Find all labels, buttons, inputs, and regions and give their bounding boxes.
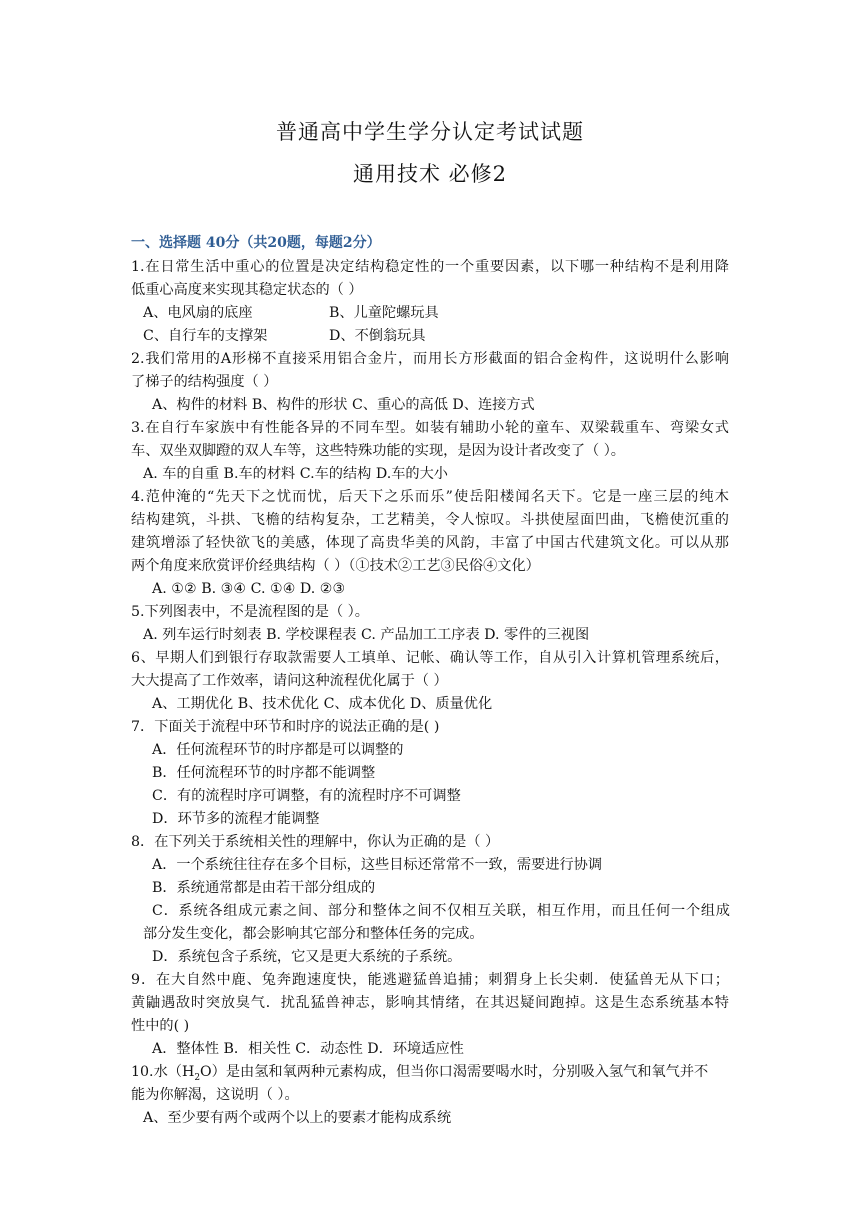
question-10-line-1 bbox=[131, 1062, 708, 1088]
question-6-options: A、工期优化 B、技术优化 C、成本优化 D、质量优化 bbox=[152, 696, 493, 712]
question-9-options: A．整体性 B．相关性 C．动态性 D．环境适应性 bbox=[152, 1041, 464, 1057]
question-10-option-a: A、至少要有两个或两个以上的要素才能构成系统 bbox=[143, 1110, 452, 1126]
question-8-option-c-line-1: C．系统各组成元素之间、部分和整体之间不仅相互关联，相互作用，而且任何一个组成 bbox=[152, 903, 730, 919]
question-4-options: A. ①② B. ③④ C. ①④ D. ②③ bbox=[152, 581, 346, 597]
question-6-line-2: 大大提高了工作效率，请问这种流程优化属于（ ） bbox=[131, 673, 448, 689]
question-4-line-3: 建筑增添了轻快欲飞的美感，体现了高贵华美的风韵，丰富了中国古代建筑文化。可以从那 bbox=[131, 535, 729, 551]
question-1-option-a: A、电风扇的底座 bbox=[143, 305, 253, 321]
question-3-line-2: 车、双坐双脚蹬的双人车等，这些特殊功能的实现，是因为设计者改变了（ ）。 bbox=[131, 443, 625, 459]
question-10-subscript: 2 bbox=[194, 1072, 201, 1083]
question-9-line-1: 9．在大自然中鹿、兔奔跑速度快，能逃避猛兽追捕；刺猬身上长尖刺．使猛兽无从下口； bbox=[131, 972, 729, 988]
question-1-option-b: B、儿童陀螺玩具 bbox=[329, 305, 439, 321]
question-1-line-2: 低重心高度来实现其稳定状态的（ ） bbox=[131, 282, 363, 298]
question-10-line-1-start: 10.水（H bbox=[131, 1064, 195, 1080]
question-8-line-1: 8．在下列关于系统相关性的理解中，你认为正确的是（ ） bbox=[131, 834, 500, 850]
page-title: 普通高中学生学分认定考试试题 bbox=[276, 120, 584, 144]
question-4-line-4: 两个角度来欣赏评价经典结构（ ）（①技术②工艺③民俗④文化） bbox=[131, 558, 540, 574]
page-subtitle: 通用技术 必修2 bbox=[352, 162, 508, 186]
question-5-line-1: 5.下列图表中，不是流程图的是（ ）。 bbox=[131, 604, 369, 620]
question-6-line-1: 6、早期人们到银行存取款需要人工填单、记帐、确认等工作，自从引入计算机管理系统后， bbox=[131, 650, 729, 666]
question-7-option-b: B．任何流程环节的时序都不能调整 bbox=[152, 765, 376, 781]
question-9-line-3: 性中的( ) bbox=[131, 1018, 190, 1034]
question-7-option-c: C．有的流程时序可调整，有的流程时序不可调整 bbox=[152, 788, 461, 804]
question-4-line-2: 结构建筑，斗拱、飞檐的结构复杂，工艺精美，令人惊叹。斗拱使屋面凹曲，飞檐使沉重的 bbox=[131, 512, 729, 528]
question-1-line-1: 1.在日常生活中重心的位置是决定结构稳定性的一个重要因素，以下哪一种结构不是利用降 bbox=[131, 259, 729, 275]
question-7-option-d: D．环节多的流程才能调整 bbox=[152, 811, 320, 827]
question-3-options: A. 车的自重 B.车的材料 C.车的结构 D.车的大小 bbox=[143, 466, 448, 482]
question-7-option-a: A．任何流程环节的时序都是可以调整的 bbox=[152, 742, 404, 758]
question-1-option-c: C、自行车的支撑架 bbox=[143, 328, 268, 344]
question-2-line-1: 2.我们常用的A形梯不直接采用铝合金片，而用长方形截面的铝合金构件，这说明什么影响 bbox=[131, 351, 729, 367]
question-8-option-d: D．系统包含子系统，它又是更大系统的子系统。 bbox=[152, 949, 462, 965]
question-8-option-b: B．系统通常都是由若干部分组成的 bbox=[152, 880, 376, 896]
question-2-options: A、构件的材料 B、构件的形状 C、重心的高低 D、连接方式 bbox=[152, 397, 535, 413]
question-5-options: A. 列车运行时刻表 B. 学校课程表 C. 产品加工工序表 D. 零件的三视图 bbox=[143, 627, 590, 643]
section-heading: 一、选择题 40分（共20题，每题2分） bbox=[131, 235, 381, 251]
question-4-line-1: 4.范仲淹的“先天下之忧而忧，后天下之乐而乐”使岳阳楼闻名天下。它是一座三层的纯木 bbox=[131, 489, 729, 505]
question-10-line-2: 能为你解渴，这说明（ ）。 bbox=[131, 1087, 299, 1103]
question-8-option-a: A．一个系统往往存在多个目标，这些目标还常常不一致，需要进行协调 bbox=[152, 857, 603, 873]
question-7-line-1: 7．下面关于流程中环节和时序的说法正确的是( ) bbox=[131, 719, 440, 735]
question-9-line-2: 黄鼬遇敌时突放臭气．扰乱猛兽神志，影响其情绪，在其迟疑间跑掉。这是生态系统基本特 bbox=[131, 995, 729, 1011]
question-1-option-d: D、不倒翁玩具 bbox=[329, 328, 426, 344]
question-10-line-1-end: O）是由氢和氧两种元素构成，但当你口渴需要喝水时，分别吸入氢气和氧气并不 bbox=[200, 1064, 709, 1080]
question-2-line-2: 了梯子的结构强度（ ） bbox=[131, 374, 278, 390]
question-3-line-1: 3.在自行车家族中有性能各异的不同车型。如装有辅助小轮的童车、双梁载重车、弯梁女式 bbox=[131, 420, 729, 436]
question-8-option-c-line-2: 部分发生变化，都会影响其它部分和整体任务的完成。 bbox=[143, 926, 484, 942]
